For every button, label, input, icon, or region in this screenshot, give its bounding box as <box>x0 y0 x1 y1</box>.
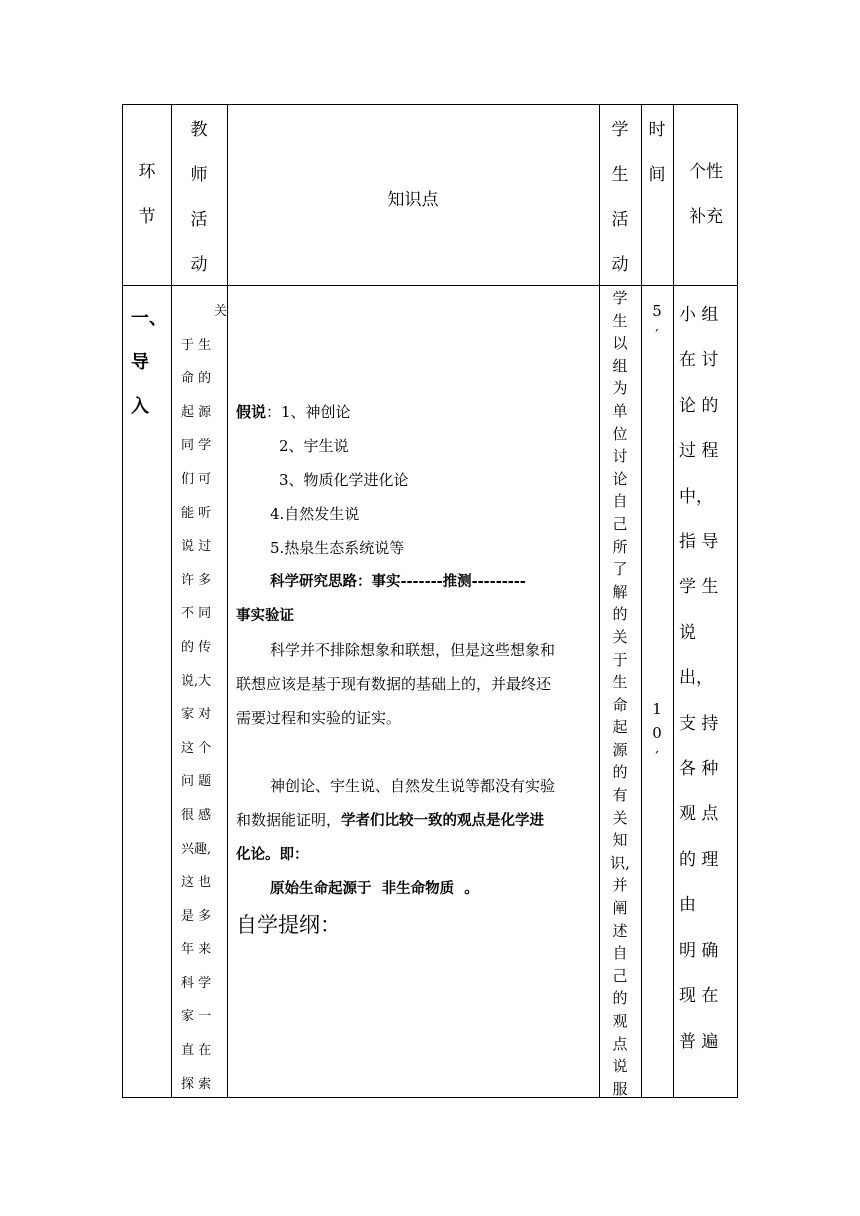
student-activity-char: 了 <box>612 560 628 579</box>
extra-line: 观 点 <box>679 804 719 825</box>
student-activity-char: 阐 <box>612 899 628 918</box>
header-char: 活 <box>611 210 629 230</box>
student-activity-char: 自 <box>612 944 628 963</box>
stage-text: 一、 <box>131 308 167 329</box>
student-activity-char: 自 <box>612 492 628 511</box>
header-stage <box>123 150 171 240</box>
student-activity-char: 的 <box>612 763 628 782</box>
teacher-activity-line: 这 个 <box>181 740 212 756</box>
header-char: 节 <box>138 207 156 227</box>
student-activity-char: 组 <box>612 356 628 375</box>
teacher-activity-line: 探 索 <box>181 1076 212 1092</box>
header-char: 学 <box>611 120 629 140</box>
hypothesis-item: 2、宇生说 <box>279 437 349 455</box>
header-knowledge <box>227 185 599 210</box>
hypothesis-item: ：1、神创论 <box>266 403 351 421</box>
paragraph-line: 需要过程和实验的证实。 <box>236 709 402 727</box>
hypothesis-item: 4.自然发生说 <box>270 505 360 523</box>
student-activity-char: 述 <box>612 921 628 940</box>
approach-line: 科学研究思路：事实-------推测--------- <box>270 574 526 590</box>
teacher-activity-line: 很 感 <box>181 807 212 823</box>
teacher-activity-line: 问 题 <box>181 774 212 790</box>
student-activity-char: 生 <box>612 673 628 692</box>
student-activity-char: 的 <box>612 605 628 624</box>
student-activity-char: 命 <box>612 695 628 714</box>
student-activity-char: 于 <box>612 650 628 669</box>
student-activity-char: 知 <box>612 831 628 850</box>
teacher-activity-line: 年 来 <box>181 942 212 958</box>
header-teacher-activity <box>171 108 227 288</box>
teacher-activity-line: 们 可 <box>181 471 212 487</box>
student-activity-char: 为 <box>612 379 628 398</box>
header-knowledge-label: 知识点 <box>387 190 439 210</box>
hypothesis-item: 5.热泉生态系统说等 <box>270 539 405 557</box>
student-activity-char: 论 <box>612 469 628 488</box>
header-char: 时 <box>648 120 666 140</box>
teacher-activity-line: 于 生 <box>181 337 212 353</box>
student-activity-char: 位 <box>612 424 628 443</box>
header-char: 师 <box>190 165 208 185</box>
student-activity-char: 有 <box>612 786 628 805</box>
origin-statement: 原始生命起源于 非生命物质 。 <box>270 881 479 897</box>
teacher-activity-line: 是 多 <box>181 908 212 924</box>
extra-line: 指 导 <box>679 532 719 553</box>
extra-line: 支 持 <box>679 713 719 734</box>
student-activity-char: 生 <box>612 311 628 330</box>
extra-line: 的 理 <box>679 849 719 870</box>
hypothesis-label: 假说 <box>236 403 267 421</box>
outline-heading: 自学提纲： <box>236 913 341 937</box>
extra-line: 出， <box>679 668 713 689</box>
stage-cell <box>131 297 171 429</box>
knowledge-cell <box>236 395 596 944</box>
student-activity-char: 说 <box>612 1057 628 1076</box>
time-cell <box>641 299 673 769</box>
teacher-activity-line: 许 多 <box>181 572 212 588</box>
header-char: 补充 <box>689 207 723 227</box>
teacher-activity-cell <box>175 295 227 1101</box>
header-char: 间 <box>648 165 666 185</box>
student-activity-char: 服 <box>612 1079 628 1098</box>
extra-line: 在 讨 <box>679 350 719 371</box>
teacher-activity-line: 的 传 <box>181 639 212 655</box>
extra-line: 各 种 <box>679 759 719 780</box>
stage-text: 导 <box>131 352 149 373</box>
header-char: 教 <box>190 120 208 140</box>
teacher-activity-line: 科 学 <box>181 975 212 991</box>
header-student-activity <box>599 108 641 288</box>
time-value: ′ <box>655 326 659 344</box>
student-activity-char: 单 <box>612 401 628 420</box>
teacher-activity-line: 关 <box>213 304 227 319</box>
student-activity-char: 学 <box>612 289 628 307</box>
stage-text: 入 <box>131 396 149 417</box>
student-activity-char: 的 <box>612 989 628 1008</box>
col-divider <box>673 105 674 1097</box>
time-value: 5 <box>652 302 662 320</box>
student-activity-char: 识, <box>610 853 630 872</box>
teacher-activity-line: 不 同 <box>181 606 212 622</box>
student-activity-char: 讨 <box>612 447 628 466</box>
paragraph-line: 神创论、宇生说、自然发生说等都没有实验 <box>270 777 556 795</box>
paragraph-line: 科学并不排除想象和联想，但是这些想象和 <box>270 641 556 659</box>
header-time <box>641 108 673 198</box>
extra-line: 学 生 <box>679 577 719 598</box>
student-activity-char: 源 <box>612 740 628 759</box>
paragraph-text: 和数据能证明， <box>236 811 342 829</box>
teacher-activity-line: 这 也 <box>181 875 212 891</box>
extra-line: 现 在 <box>679 986 719 1007</box>
hypothesis-item: 3、物质化学进化论 <box>279 471 409 489</box>
student-activity-char: 解 <box>612 582 628 601</box>
teacher-activity-line: 说,大 <box>181 673 212 689</box>
student-activity-char: 以 <box>612 334 628 353</box>
teacher-activity-line: 能 听 <box>181 505 212 521</box>
extra-line: 中， <box>679 486 713 507</box>
teacher-activity-line: 命 的 <box>181 371 212 387</box>
teacher-activity-line: 同 学 <box>181 438 212 454</box>
student-activity-char: 起 <box>612 718 628 737</box>
extra-cell <box>679 293 737 1065</box>
time-value: 0 <box>652 724 662 742</box>
teacher-activity-line: 起 源 <box>181 404 212 420</box>
extra-line: 小 组 <box>679 305 719 325</box>
student-activity-char: 并 <box>612 876 628 895</box>
extra-line: 过 程 <box>679 441 719 462</box>
paragraph-bold-text: 学者们比较一致的观点是化学进 <box>341 813 545 829</box>
teacher-activity-line: 说 过 <box>181 539 212 555</box>
student-activity-char: 关 <box>612 627 628 646</box>
teacher-activity-line: 直 在 <box>181 1043 212 1059</box>
header-char: 个性 <box>689 162 723 182</box>
extra-line: 由 <box>679 895 696 916</box>
student-activity-cell <box>599 287 641 1100</box>
student-activity-char: 所 <box>612 537 628 556</box>
header-char: 活 <box>190 210 208 230</box>
extra-line: 明 确 <box>679 940 719 961</box>
student-activity-char: 关 <box>612 808 628 827</box>
header-char: 动 <box>190 255 208 275</box>
extra-line: 普 遍 <box>679 1031 719 1052</box>
col-divider <box>227 105 228 1097</box>
student-activity-char: 点 <box>612 1034 628 1053</box>
approach-line: 事实验证 <box>236 608 294 624</box>
header-char: 环 <box>138 162 156 182</box>
paragraph-line: 化论。即： <box>236 847 309 863</box>
student-activity-char: 己 <box>612 966 628 985</box>
lesson-plan-table <box>122 104 738 1098</box>
header-char: 动 <box>611 255 629 275</box>
student-activity-char: 观 <box>612 1012 628 1030</box>
header-extra <box>673 150 739 240</box>
time-value: 1 <box>652 700 662 718</box>
header-char: 生 <box>611 165 629 185</box>
paragraph-line: 联想应该是基于现有数据的基础上的，并最终还 <box>236 675 552 693</box>
student-activity-char: 己 <box>612 514 628 533</box>
extra-line: 说 <box>679 622 696 643</box>
teacher-activity-line: 兴趣, <box>181 841 212 857</box>
teacher-activity-line: 家 一 <box>181 1009 212 1025</box>
teacher-activity-line: 家 对 <box>181 707 212 723</box>
time-value: ′ <box>655 748 659 766</box>
extra-line: 论 的 <box>679 395 719 416</box>
